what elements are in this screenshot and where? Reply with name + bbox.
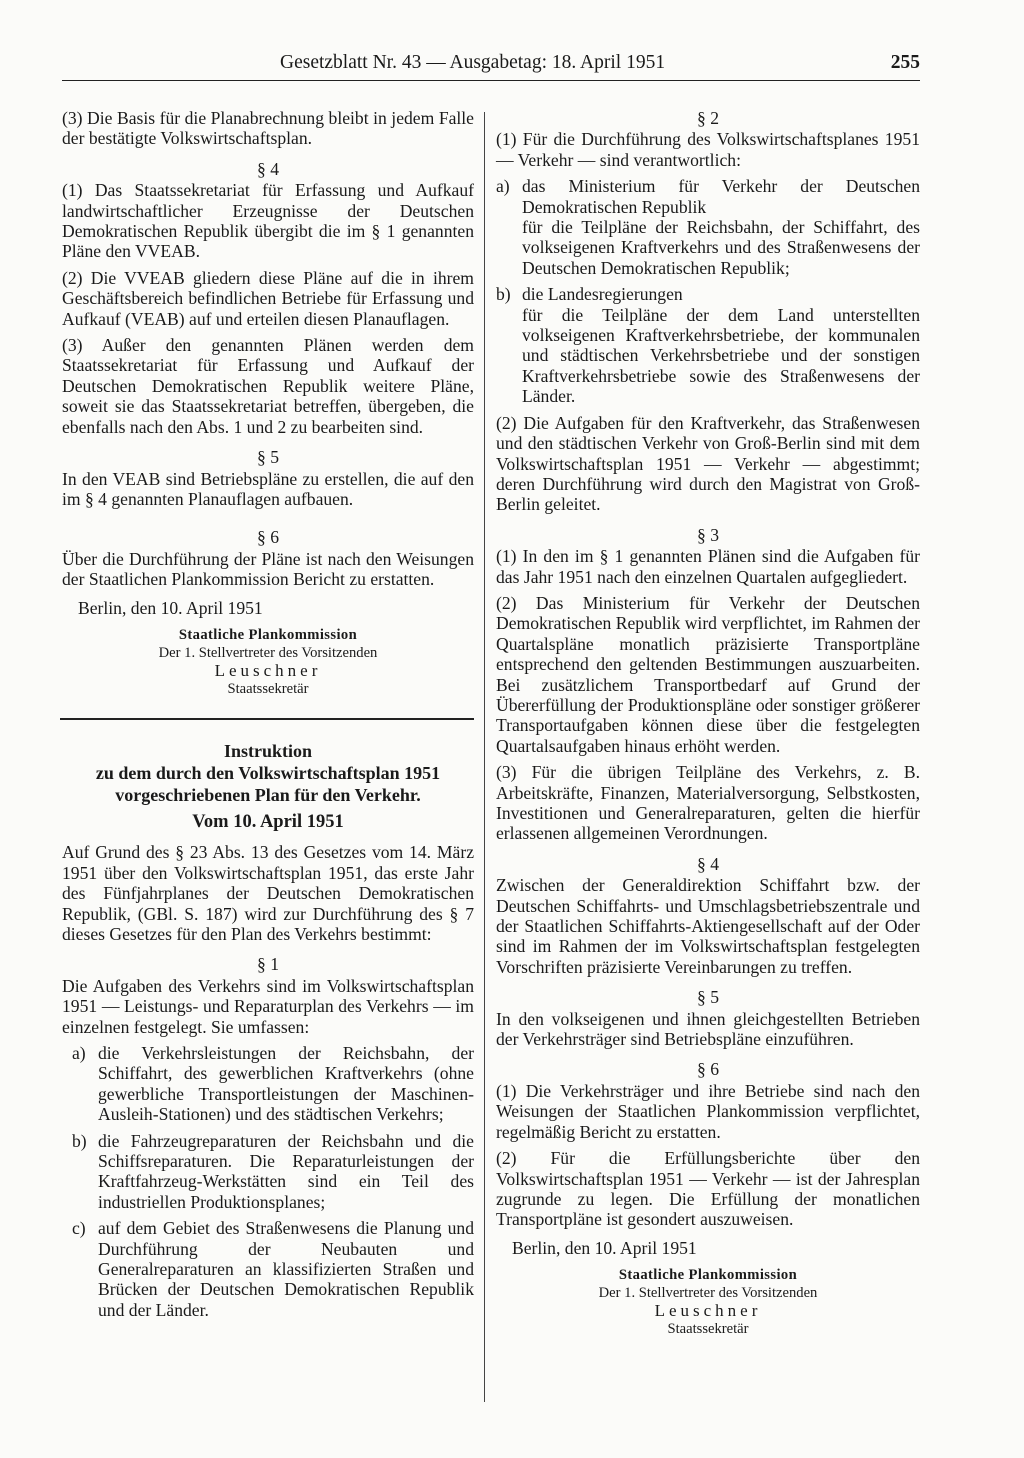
place-date: Berlin, den 10. April 1951 bbox=[512, 1237, 697, 1258]
instruction-date: Vom 10. April 1951 bbox=[192, 811, 344, 832]
signature-title: Staatssekretär bbox=[227, 680, 309, 697]
section-separator bbox=[60, 718, 474, 720]
signature-block bbox=[62, 626, 474, 698]
instruction-title bbox=[62, 740, 474, 806]
section-heading: § 6 bbox=[697, 1059, 719, 1080]
list-item bbox=[62, 1043, 474, 1125]
list-text-line: für die Teilpläne der Reichsbahn, der Schiffahrt, des volkseigenen Kraftverkehrs und des Straßenwesens der Deutschen Demokratischen Republik; bbox=[522, 217, 920, 278]
list-label: b) bbox=[72, 1130, 87, 1151]
place-date: Berlin, den 10. April 1951 bbox=[78, 597, 263, 618]
paragraph: (3) Außer den genannten Plänen werden dem Staatssekretariat für Erfassung und Aufkauf der Deutschen Demokratischen Republik weitere Pläne, soweit sie das Staatssekretariat betreffen, übergeben, die ebenfalls nach den Abs. 1 und 2 zu bearbeiten sind. bbox=[62, 335, 474, 437]
list-item bbox=[62, 1218, 474, 1320]
paragraph: (2) Die VVEAB gliedern diese Pläne auf die in ihrem Geschäftsbereich befindlichen Betriebe für Erfassung und Aufkauf (VEAB) auf und erteilen diesen Planauflagen. bbox=[62, 267, 474, 329]
section-heading: § 1 bbox=[257, 954, 279, 975]
list-item bbox=[496, 284, 920, 406]
instruction-title-line: Instruktion bbox=[223, 740, 313, 761]
signature-organization: Staatliche Plankommission bbox=[178, 626, 358, 643]
paragraph: (1) Die Verkehrsträger und ihre Betriebe sind nach den Weisungen der Staatlichen Plankommission verpflichtet, regelmäßig Bericht zu erstatten. bbox=[496, 1080, 920, 1142]
paragraph: (1) In den im § 1 genannten Plänen sind die Aufgaben für das Jahr 1951 nach den einzelnen Quartalen aufgegliedert. bbox=[496, 546, 920, 587]
list-label: c) bbox=[72, 1218, 86, 1239]
paragraph: Auf Grund des § 23 Abs. 13 des Gesetzes vom 14. März 1951 über den Volkswirtschaftsplan 1951, das erste Jahr des Fünfjahrplanes der Deutschen Demokratischen Republik, (GBl. S. 187) wird zur Durchführung des § 7 dieses Gesetzes für den Plan des Verkehrs bestimmt: bbox=[62, 842, 474, 944]
signature-name: Leuschner bbox=[214, 660, 322, 680]
signature-organization: Staatliche Plankommission bbox=[618, 1267, 798, 1284]
paragraph: (1) Das Staatssekretariat für Erfassung und Aufkauf landwirtschaftlicher Erzeugnisse der Deutschen Demokratischen Republik übergibt die im § 1 genannten Pläne den VVEAB. bbox=[62, 180, 474, 262]
header-title: Gesetzblatt Nr. 43 — Ausgabetag: 18. April 1951 bbox=[280, 52, 666, 73]
paragraph: (3) Für die übrigen Teilpläne des Verkehrs, z. B. Arbeitskräfte, Finanzen, Materialversorgung, Selbstkosten, Investitionen und Generalreparaturen, gelten die hierfür erlassenen allgemeinen Verordnungen. bbox=[496, 762, 920, 844]
list-item bbox=[62, 1131, 474, 1213]
section-heading: § 6 bbox=[257, 527, 279, 548]
signature-name: Leuschner bbox=[654, 1301, 762, 1321]
paragraph: In den volkseigenen und ihnen gleichgestellten Betrieben der Verkehrsträger sind Betriebspläne einzuführen. bbox=[496, 1008, 920, 1050]
paragraph: Die Aufgaben des Verkehrs sind im Volkswirtschaftsplan 1951 — Leistungs- und Reparaturplan des Verkehrs — im einzelnen festgelegt. Sie umfassen: bbox=[62, 975, 474, 1037]
list-label: a) bbox=[72, 1043, 86, 1063]
list-label: b) bbox=[496, 284, 511, 305]
paragraph: (2) Für die Erfüllungsberichte über den Volkswirtschaftsplan 1951 — Verkehr — ist der Jahresplan zugrunde zu legen. Die Erfüllung der monatlichen Transportpläne ist gesondert auszuweisen. bbox=[496, 1148, 920, 1230]
list-text: die Fahrzeugreparaturen der Reichsbahn und die Schiffsreparaturen. Die Reparaturleistungen der Kraftfahrzeug-Werkstätten sind ein Teil des industriellen Produktionsplanes; bbox=[98, 1130, 474, 1212]
left-column bbox=[62, 108, 474, 1326]
page-header bbox=[62, 50, 920, 84]
page-number: 255 bbox=[890, 52, 920, 73]
column-divider bbox=[484, 112, 485, 1402]
section-heading: § 4 bbox=[257, 158, 279, 179]
section-heading: § 3 bbox=[697, 524, 719, 545]
signature-title: Staatssekretär bbox=[667, 1321, 749, 1338]
list-text bbox=[522, 284, 920, 406]
list-text-line: die Landesregierungen bbox=[522, 284, 683, 305]
list-item bbox=[496, 176, 920, 278]
section-heading: § 5 bbox=[697, 987, 719, 1008]
signature-role: Der 1. Stellvertreter des Vorsitzenden bbox=[598, 1285, 818, 1302]
list-text-line: das Ministerium für Verkehr der Deutschen Demokratischen Republik bbox=[522, 176, 920, 217]
list-label: a) bbox=[496, 176, 510, 197]
paragraph: (1) Für die Durchführung des Volkswirtschaftsplanes 1951 — Verkehr — sind verantwortlich: bbox=[496, 129, 920, 170]
paragraph: (2) Die Aufgaben für den Kraftverkehr, das Straßenwesen und den städtischen Verkehr von Groß-Berlin sind mit dem Volkswirtschaftsplan 1951 — Verkehr — abgestimmt; deren Durchführung wird durch den Magistrat von Groß-Berlin geleitet. bbox=[496, 412, 920, 515]
section-heading: § 5 bbox=[257, 447, 279, 468]
instruction-title-line: zu dem durch den Volkswirtschaftsplan 1951 bbox=[95, 762, 441, 783]
list-text: auf dem Gebiet des Straßenwesens die Planung und Durchführung der Neubauten und Generalreparaturen an klassifizierten Straßen und Brücken der Deutschen Demokratischen Republik und der Länder. bbox=[98, 1218, 474, 1320]
section-heading: § 4 bbox=[697, 853, 719, 874]
paragraph: In den VEAB sind Betriebspläne zu erstellen, die auf den im § 4 genannten Planauflagen aufbauen. bbox=[62, 468, 474, 509]
list-text-line: für die Teilpläne der dem Land unterstellten volkseigenen Kraftverkehrsbetriebe, der kommunalen und städtischen Verkehrsbetriebe und der sonstigen Kraftverkehrsbetriebe sowie des Straßenwesens der Länder. bbox=[522, 304, 920, 407]
header-rule bbox=[62, 80, 920, 81]
paragraph: (3) Die Basis für die Planabrechnung bleibt in jedem Falle der bestätigte Volkswirtschaftsplan. bbox=[62, 108, 474, 149]
list-text: die Verkehrsleistungen der Reichsbahn, der Schiffahrt, des gewerblichen Kraftverkehrs (ohne gewerbliche Transportleistungen der Maschinen-Ausleih-Stationen) und des städtischen Verkehrs; bbox=[98, 1043, 474, 1125]
instruction-title-line: vorgeschriebenen Plan für den Verkehr. bbox=[115, 784, 421, 805]
list-text bbox=[522, 176, 920, 278]
paragraph: (2) Das Ministerium für Verkehr der Deutschen Demokratischen Republik wird verpflichtet, im Rahmen der Quartalspläne monatlich präzisierte Transportpläne entsprechend den geltenden Bestimmungen auszuarbeiten. Bei zusätzlichem Transportbedarf auf Grund der Übererfüllung der Produktionspläne oder sonstiger größerer Transportaufgaben können diese über die festgelegten Quartalsaufgaben hinaus erhöht werden. bbox=[496, 592, 920, 756]
signature-block bbox=[496, 1266, 920, 1338]
signature-role: Der 1. Stellvertreter des Vorsitzenden bbox=[158, 644, 378, 661]
right-column bbox=[496, 108, 920, 1338]
section-heading: § 2 bbox=[697, 108, 719, 128]
paragraph: Zwischen der Generaldirektion Schiffahrt bzw. der Deutschen Schiffahrts- und Umschlagsbetriebszentrale und der Staatlichen Schiffahrts-Aktiengesellschaft auf der Oder sind im Rahmen der im Volkswirtschaftsplan festgelegten Vorschriften präzisierte Vereinbarungen zu treffen. bbox=[496, 875, 920, 977]
paragraph: Über die Durchführung der Pläne ist nach den Weisungen der Staatlichen Plankommission Bericht zu erstatten. bbox=[62, 548, 474, 590]
